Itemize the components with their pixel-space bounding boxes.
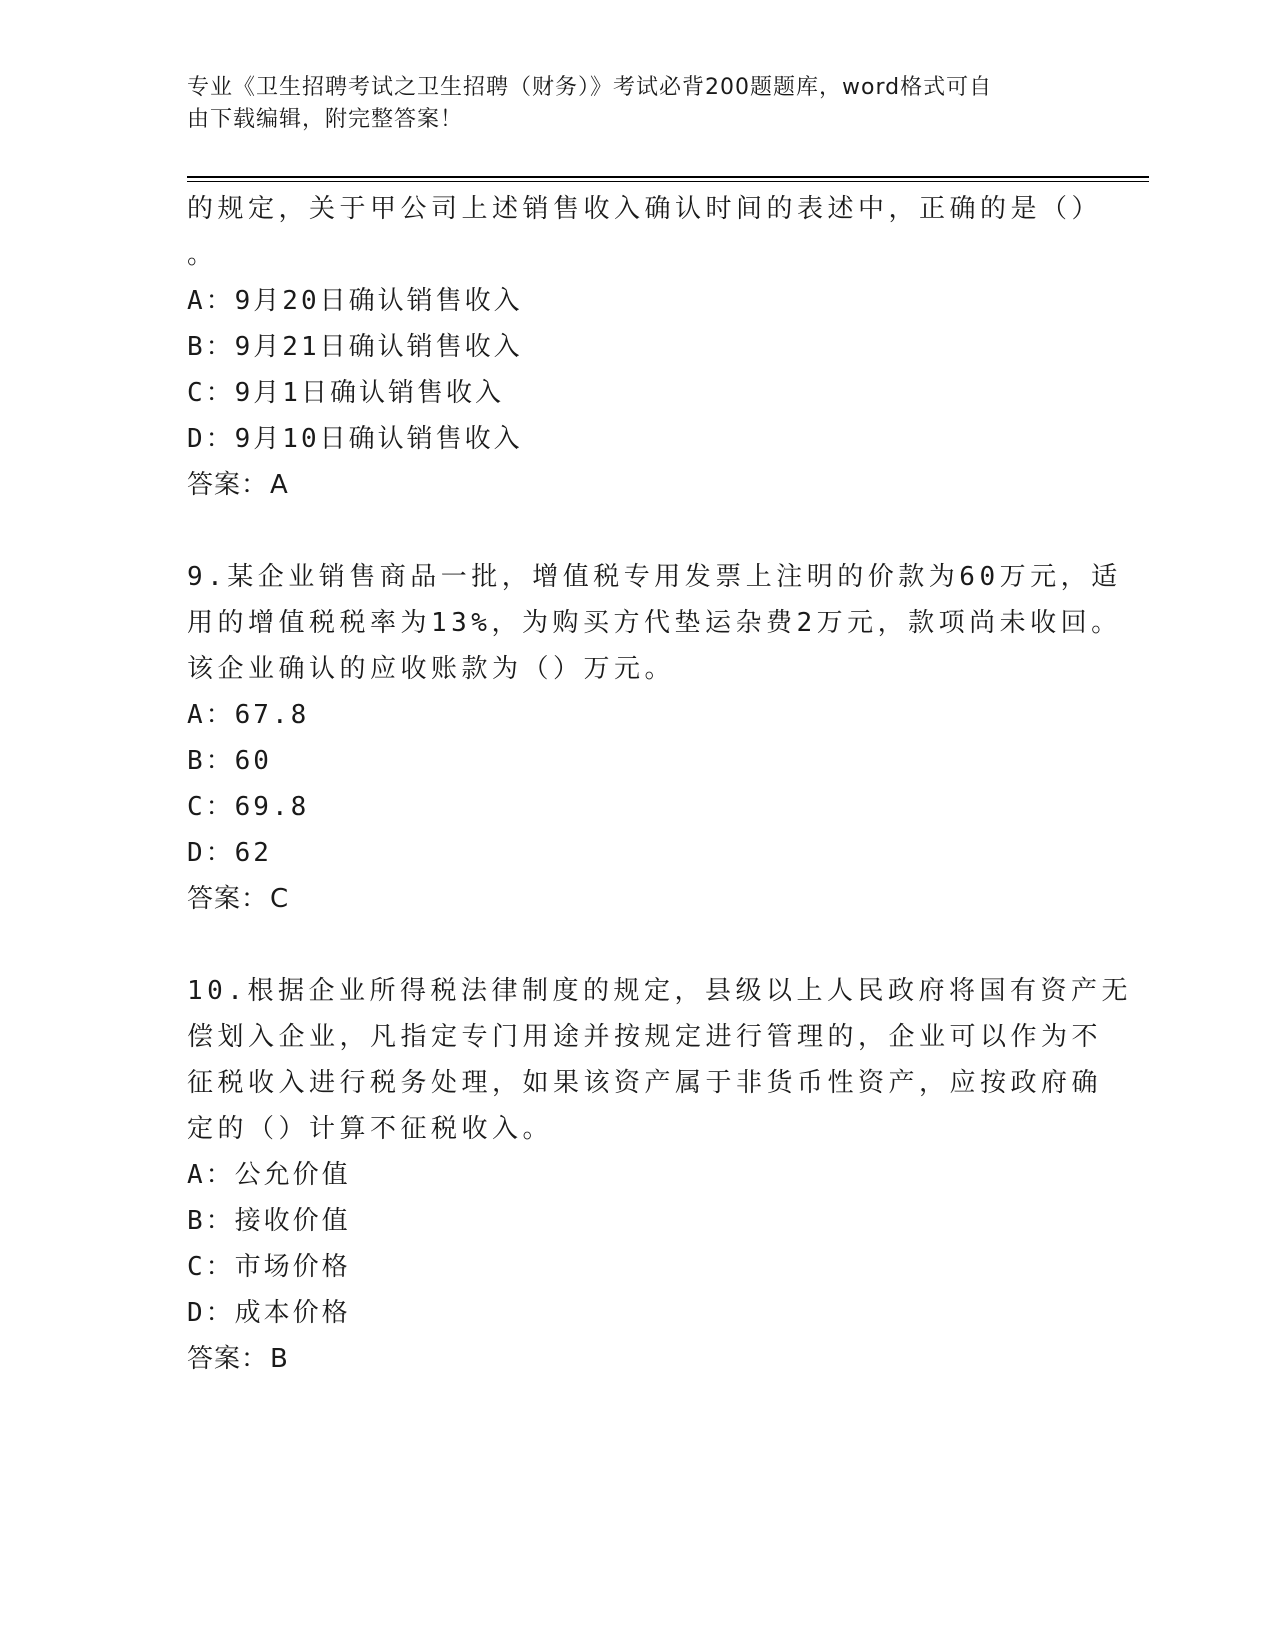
stem-line: 偿划入企业，凡指定专门用途并按规定进行管理的，企业可以作为不: [187, 1022, 1103, 1052]
question-9: [187, 554, 1122, 922]
stem-line: 定的（）计算不征税收入。: [187, 1114, 554, 1144]
option-c: C：9月1日确认销售收入: [187, 378, 504, 408]
option-d: D：成本价格: [187, 1298, 351, 1328]
header-divider: [187, 176, 1149, 178]
document-header: [187, 72, 1067, 136]
answer-line: [187, 876, 1087, 922]
header-divider-thin: [187, 181, 1149, 182]
option-d: D：62: [187, 838, 272, 868]
option-a: A：67.8: [187, 700, 310, 730]
option-c: C：69.8: [187, 792, 310, 822]
answer-value: B: [270, 1344, 289, 1374]
header-line-1: 专业《卫生招聘考试之卫生招聘（财务）》考试必背200题题库，word格式可自: [187, 75, 993, 100]
option-a: A：公允价值: [187, 1160, 351, 1190]
stem-line: 10.根据企业所得税法律制度的规定，县级以上人民政府将国有资产无: [187, 976, 1132, 1006]
option-b: B：60: [187, 746, 272, 776]
question-stem: [187, 186, 1103, 278]
stem-line: 。: [187, 240, 218, 270]
answer-line: [187, 462, 1087, 508]
question-10: [187, 968, 1132, 1382]
answer-line: [187, 1336, 1087, 1382]
answer-value: A: [270, 470, 289, 500]
answer-label: 答案：: [187, 470, 269, 500]
question-stem: [187, 554, 1122, 692]
option-d: D：9月10日确认销售收入: [187, 424, 523, 454]
option-b: B：9月21日确认销售收入: [187, 332, 523, 362]
question-list: [187, 186, 1132, 1428]
question-stem: [187, 968, 1132, 1152]
answer-value: C: [270, 884, 290, 914]
stem-line: 征税收入进行税务处理，如果该资产属于非货币性资产，应按政府确: [187, 1068, 1103, 1098]
question-8: [187, 186, 1103, 508]
option-a: A：9月20日确认销售收入: [187, 286, 523, 316]
stem-line: 用的增值税税率为13%，为购买方代垫运杂费2万元，款项尚未收回。: [187, 608, 1122, 638]
option-c: C：市场价格: [187, 1252, 351, 1282]
stem-line: 9.某企业销售商品一批，增值税专用发票上注明的价款为60万元，适: [187, 562, 1122, 592]
option-b: B：接收价值: [187, 1206, 351, 1236]
answer-label: 答案：: [187, 1344, 269, 1374]
stem-line: 该企业确认的应收账款为（）万元。: [187, 654, 676, 684]
stem-line: 的规定，关于甲公司上述销售收入确认时间的表述中，正确的是（）: [187, 194, 1103, 224]
header-line-2: 由下载编辑，附完整答案！: [187, 107, 464, 132]
answer-label: 答案：: [187, 884, 269, 914]
